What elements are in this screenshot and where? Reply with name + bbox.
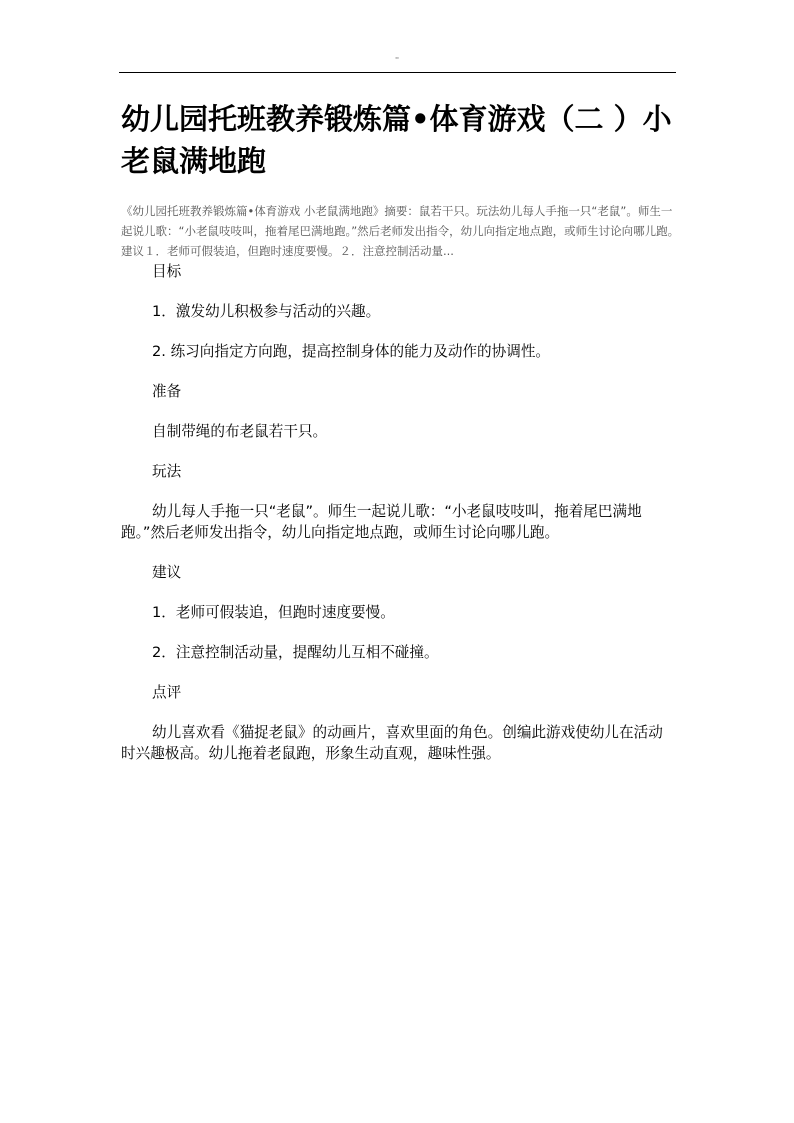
header-rule: [119, 72, 676, 73]
section-heading-goal: 目标: [152, 263, 182, 280]
goal-item-1: 1．激发幼儿积极参与活动的兴趣。: [152, 303, 381, 320]
document-title: 幼儿园托班教养锻炼篇•体育游戏（二 ）小老鼠满地跑: [121, 102, 672, 178]
suggestion-item-1: 1．老师可假装追，但跑时速度要慢。: [152, 604, 395, 621]
section-heading-play: 玩法: [152, 463, 182, 480]
comment-text: 幼儿喜欢看《猫捉老鼠》的动画片，喜欢里面的角色。创编此游戏使幼儿在活动时兴趣极高。幼儿拖着老鼠跑，形象生动直观，趣味性强。: [121, 724, 663, 762]
document-body: [121, 261, 677, 783]
summary-text: 《幼儿园托班教养锻炼篇•体育游戏 小老鼠满地跑》摘要：鼠若干只。玩法幼儿每人手拖一只“老鼠”。师生一起说儿歌：“小老鼠吱吱叫，拖着尾巴满地跑。”然后老师发出指令，幼儿向指定地点跑，或师生讨论向哪儿跑。建议１．老师可假装追，但跑时速度要慢。２．注意控制活动量...: [121, 204, 680, 258]
section-heading-suggestion: 建议: [152, 564, 182, 581]
section-heading-preparation: 准备: [152, 383, 182, 400]
play-text: 幼儿每人手拖一只“老鼠”。师生一起说儿歌：“小老鼠吱吱叫，拖着尾巴满地跑。”然后老师发出指令，幼儿向指定地点跑，或师生讨论向哪儿跑。: [121, 503, 642, 541]
goal-item-2: 2. 练习向指定方向跑，提高控制身体的能力及动作的协调性。: [152, 343, 551, 360]
header-mark: '': [395, 56, 399, 64]
preparation-text: 自制带绳的布老鼠若干只。: [152, 423, 328, 440]
section-heading-comment: 点评: [152, 684, 182, 701]
suggestion-item-2: 2．注意控制活动量，提醒幼儿互相不碰撞。: [152, 644, 439, 661]
